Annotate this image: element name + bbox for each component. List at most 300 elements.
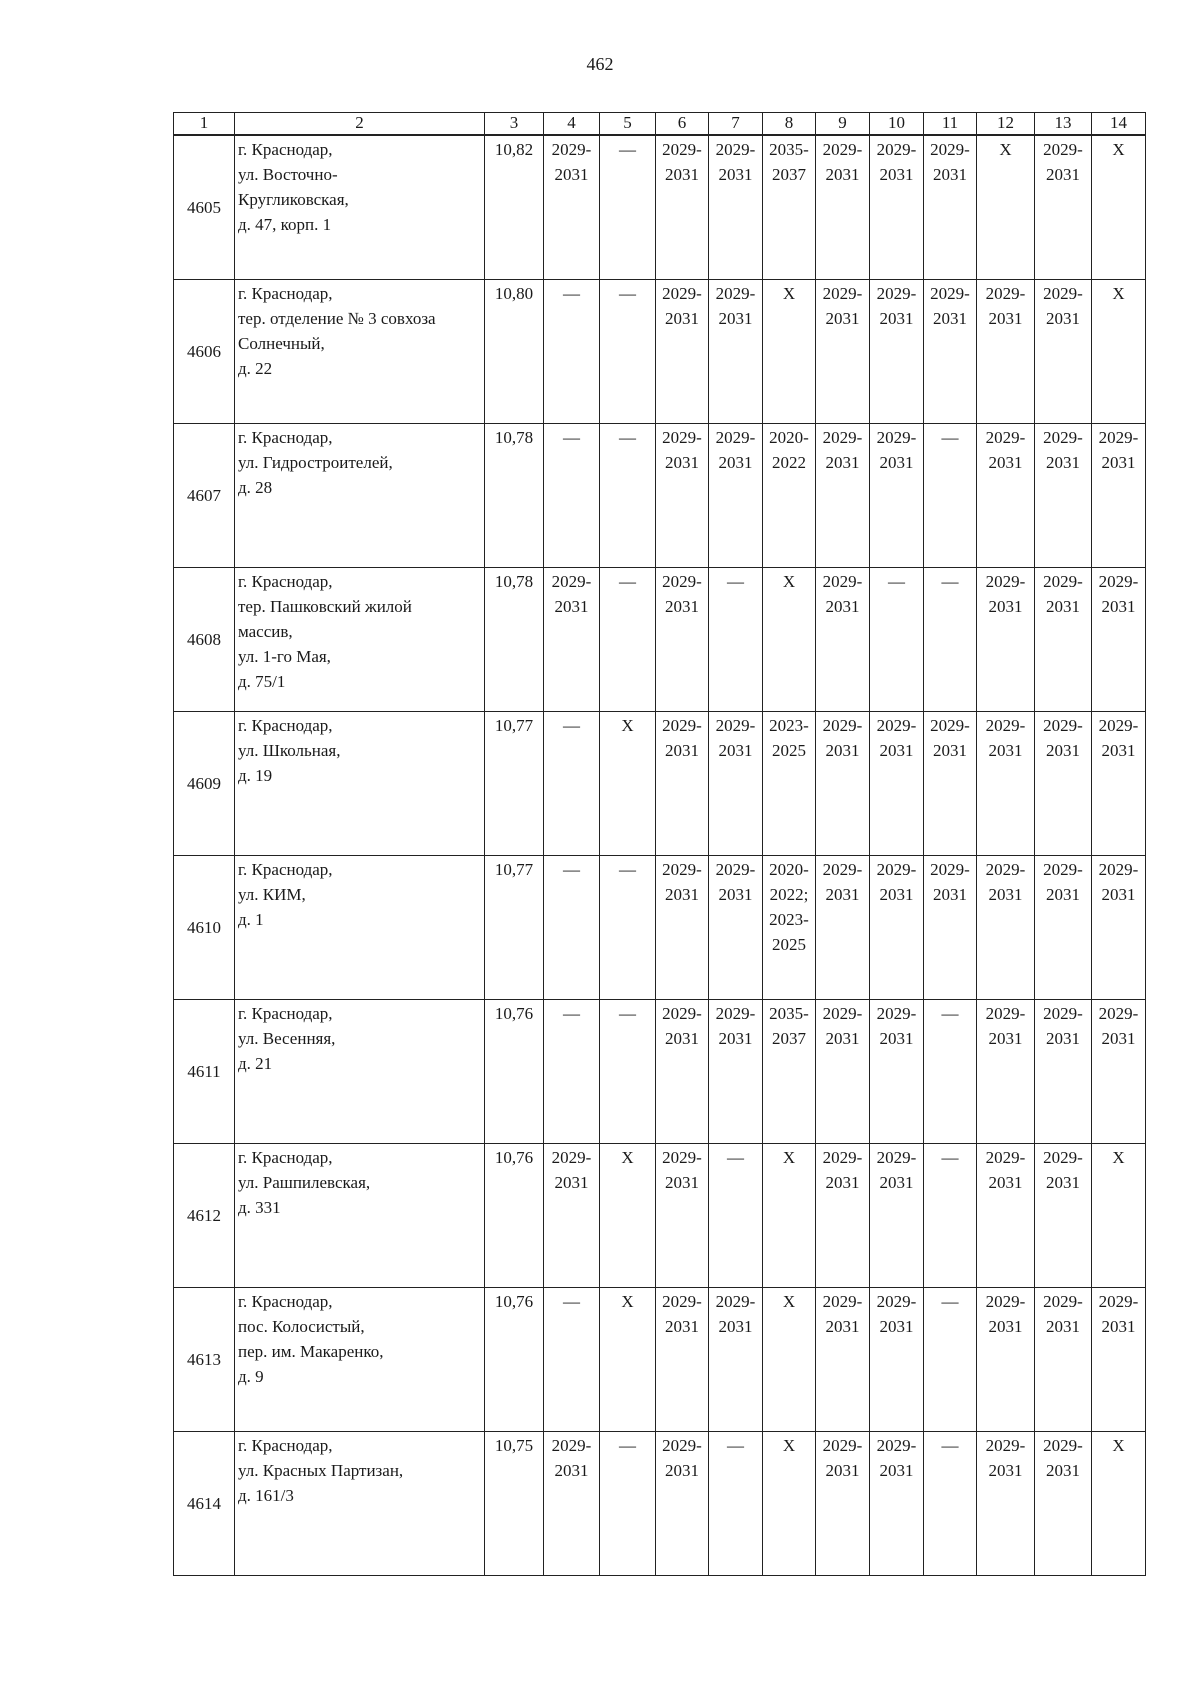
cell-value: 10,77 bbox=[494, 860, 534, 879]
value-cell-c14 bbox=[1092, 712, 1146, 856]
cell-value: — bbox=[941, 1436, 959, 1455]
column-header: 3 bbox=[485, 113, 544, 136]
value-cell-c8 bbox=[763, 424, 816, 568]
value-cell-c4 bbox=[544, 280, 600, 424]
value-cell-c12 bbox=[977, 1144, 1035, 1288]
cell-value: — bbox=[563, 428, 580, 447]
cell-value: 10,82 bbox=[494, 140, 534, 159]
cell-value: 2029- bbox=[662, 284, 702, 303]
cell-value: 2029- bbox=[985, 428, 1026, 447]
cell-value: 2029- bbox=[876, 428, 917, 447]
cell-value: 2031 bbox=[988, 1317, 1023, 1336]
cell-value: — bbox=[563, 860, 580, 879]
cell-value: 2029- bbox=[1043, 1292, 1083, 1311]
registry-table bbox=[173, 112, 1146, 1576]
cell-value: 2031 bbox=[933, 885, 967, 904]
value-cell-c5 bbox=[600, 1288, 656, 1432]
value-cell-c5 bbox=[600, 568, 656, 712]
address-line: д. 9 bbox=[238, 1367, 264, 1386]
cell-value: 2029- bbox=[715, 1292, 756, 1311]
value-cell-c10 bbox=[870, 1288, 924, 1432]
value-cell-c6 bbox=[656, 1432, 709, 1576]
value-cell-c3 bbox=[485, 1000, 544, 1144]
cell-value: 2029- bbox=[662, 860, 702, 879]
value-cell-c13 bbox=[1035, 568, 1092, 712]
cell-value: 2031 bbox=[988, 597, 1023, 616]
cell-value: 2031 bbox=[718, 453, 753, 472]
cell-value: — bbox=[619, 284, 636, 303]
value-cell-c3 bbox=[485, 1144, 544, 1288]
address-line: тер. Пашковский жилой bbox=[238, 597, 412, 616]
table-row bbox=[174, 1000, 1146, 1144]
cell-value: 2031 bbox=[825, 1317, 860, 1336]
value-cell-c14 bbox=[1092, 1432, 1146, 1576]
value-cell-c11 bbox=[924, 424, 977, 568]
cell-value: 2029- bbox=[551, 1436, 592, 1455]
address-line: д. 19 bbox=[238, 766, 273, 785]
cell-value: 2029- bbox=[662, 1148, 702, 1167]
cell-value: — bbox=[563, 284, 580, 303]
table-row bbox=[174, 135, 1146, 280]
cell-value: 2029- bbox=[715, 1004, 756, 1023]
cell-value: Х bbox=[999, 140, 1012, 159]
cell-value: 2029- bbox=[1098, 428, 1139, 447]
value-cell-c3 bbox=[485, 280, 544, 424]
table-row bbox=[174, 568, 1146, 712]
address-line: Кругликовская, bbox=[238, 190, 349, 209]
column-header: 4 bbox=[544, 113, 600, 136]
address-line: г. Краснодар, bbox=[238, 1004, 333, 1023]
cell-value: 2031 bbox=[1101, 1029, 1136, 1048]
cell-value: — bbox=[619, 860, 636, 879]
value-cell-c3 bbox=[485, 424, 544, 568]
value-cell-c9 bbox=[816, 568, 870, 712]
cell-value: 2029- bbox=[930, 716, 970, 735]
cell-value: 2029- bbox=[985, 1148, 1026, 1167]
value-cell-c3 bbox=[485, 712, 544, 856]
table-row bbox=[174, 712, 1146, 856]
value-cell-c9 bbox=[816, 135, 870, 280]
cell-value: 2031 bbox=[825, 309, 860, 328]
column-header: 11 bbox=[924, 113, 977, 136]
cell-value: 2029- bbox=[985, 1436, 1026, 1455]
value-cell-c6 bbox=[656, 568, 709, 712]
cell-value: 2031 bbox=[988, 1173, 1023, 1192]
cell-value: 2031 bbox=[879, 1317, 914, 1336]
value-cell-c11 bbox=[924, 1144, 977, 1288]
cell-value: 2031 bbox=[1046, 1173, 1080, 1192]
address-line: массив, bbox=[238, 622, 293, 641]
value-cell-c7 bbox=[709, 568, 763, 712]
column-header: 9 bbox=[816, 113, 870, 136]
value-cell-c7 bbox=[709, 280, 763, 424]
cell-value: 2029- bbox=[822, 572, 863, 591]
value-cell-c3 bbox=[485, 856, 544, 1000]
value-cell-c5 bbox=[600, 1144, 656, 1288]
cell-value: Х bbox=[1112, 284, 1125, 303]
value-cell-c8 bbox=[763, 1000, 816, 1144]
cell-value: 2031 bbox=[1046, 1317, 1080, 1336]
value-cell-c3 bbox=[485, 135, 544, 280]
address-line: пер. им. Макаренко, bbox=[238, 1342, 384, 1361]
cell-value: Х bbox=[621, 1148, 634, 1167]
cell-value: 2031 bbox=[879, 741, 914, 760]
value-cell-c12 bbox=[977, 424, 1035, 568]
value-cell-c14 bbox=[1092, 1288, 1146, 1432]
cell-value: 2029- bbox=[662, 428, 702, 447]
table-row bbox=[174, 1144, 1146, 1288]
cell-value: 2031 bbox=[933, 165, 967, 184]
cell-value: 2031 bbox=[988, 1029, 1023, 1048]
column-header: 13 bbox=[1035, 113, 1092, 136]
address-line: ул. Гидростроителей, bbox=[238, 453, 393, 472]
cell-value: 2031 bbox=[665, 741, 699, 760]
address-line: ул. КИМ, bbox=[238, 885, 306, 904]
cell-value: 2031 bbox=[665, 309, 699, 328]
value-cell-c14 bbox=[1092, 280, 1146, 424]
address-cell bbox=[235, 1144, 485, 1288]
value-cell-c5 bbox=[600, 856, 656, 1000]
cell-value: — bbox=[619, 1004, 636, 1023]
cell-value: 2031 bbox=[988, 885, 1023, 904]
address-line: ул. Восточно- bbox=[238, 165, 338, 184]
value-cell-c11 bbox=[924, 1432, 977, 1576]
value-cell-c4 bbox=[544, 1432, 600, 1576]
cell-value: — bbox=[619, 428, 636, 447]
value-cell-c11 bbox=[924, 856, 977, 1000]
cell-value: 2029- bbox=[822, 860, 863, 879]
value-cell-c8 bbox=[763, 1288, 816, 1432]
value-cell-c6 bbox=[656, 856, 709, 1000]
cell-value: 2029- bbox=[1098, 716, 1139, 735]
value-cell-c6 bbox=[656, 1288, 709, 1432]
value-cell-c14 bbox=[1092, 424, 1146, 568]
cell-value: 2029- bbox=[662, 716, 702, 735]
address-cell bbox=[235, 1432, 485, 1576]
column-header: 6 bbox=[656, 113, 709, 136]
cell-value: Х bbox=[782, 572, 796, 591]
value-cell-c13 bbox=[1035, 280, 1092, 424]
cell-value: Х bbox=[621, 716, 634, 735]
cell-value: — bbox=[563, 1004, 580, 1023]
cell-value: 2025 bbox=[772, 741, 806, 760]
value-cell-c9 bbox=[816, 1000, 870, 1144]
address-line: ул. Рашпилевская, bbox=[238, 1173, 371, 1192]
cell-value: 2029- bbox=[1098, 1292, 1139, 1311]
column-header: 8 bbox=[763, 113, 816, 136]
address-line: г. Краснодар, bbox=[238, 428, 333, 447]
cell-value: 2029- bbox=[876, 716, 917, 735]
cell-value: — bbox=[563, 716, 580, 735]
cell-value: — bbox=[941, 1292, 959, 1311]
cell-value: 2020- bbox=[769, 428, 809, 447]
cell-value: 10,76 bbox=[494, 1292, 534, 1311]
cell-value: 2029- bbox=[715, 716, 756, 735]
cell-value: 2029- bbox=[662, 1292, 702, 1311]
column-header: 5 bbox=[600, 113, 656, 136]
cell-value: 2031 bbox=[718, 309, 753, 328]
column-header: 2 bbox=[235, 113, 485, 136]
value-cell-c11 bbox=[924, 712, 977, 856]
address-line: г. Краснодар, bbox=[238, 860, 333, 879]
value-cell-c5 bbox=[600, 280, 656, 424]
row-number: 4608 bbox=[174, 568, 235, 712]
cell-value: 2031 bbox=[1101, 453, 1136, 472]
value-cell-c5 bbox=[600, 1432, 656, 1576]
cell-value: Х bbox=[782, 1436, 796, 1455]
value-cell-c6 bbox=[656, 712, 709, 856]
address-cell bbox=[235, 568, 485, 712]
cell-value: 2029- bbox=[715, 428, 756, 447]
cell-value: 2031 bbox=[1046, 885, 1080, 904]
cell-value: 2029- bbox=[1043, 716, 1083, 735]
value-cell-c13 bbox=[1035, 1432, 1092, 1576]
cell-value: 2031 bbox=[825, 1173, 860, 1192]
value-cell-c7 bbox=[709, 1432, 763, 1576]
address-line: г. Краснодар, bbox=[238, 1148, 333, 1167]
cell-value: 2031 bbox=[1046, 165, 1080, 184]
address-line: д. 331 bbox=[238, 1198, 281, 1217]
value-cell-c12 bbox=[977, 856, 1035, 1000]
cell-value: Х bbox=[782, 1292, 796, 1311]
address-cell bbox=[235, 280, 485, 424]
cell-value: 10,75 bbox=[494, 1436, 534, 1455]
value-cell-c5 bbox=[600, 135, 656, 280]
cell-value: 2029- bbox=[1043, 428, 1083, 447]
value-cell-c6 bbox=[656, 135, 709, 280]
cell-value: 2037 bbox=[772, 1029, 806, 1048]
value-cell-c5 bbox=[600, 424, 656, 568]
cell-value: Х bbox=[782, 284, 796, 303]
value-cell-c7 bbox=[709, 135, 763, 280]
cell-value: 2029- bbox=[876, 860, 917, 879]
cell-value: 10,78 bbox=[494, 428, 534, 447]
row-number: 4612 bbox=[174, 1144, 235, 1288]
value-cell-c13 bbox=[1035, 424, 1092, 568]
cell-value: — bbox=[563, 1292, 580, 1311]
row-number: 4605 bbox=[174, 135, 235, 280]
cell-value: 2029- bbox=[876, 1148, 917, 1167]
value-cell-c10 bbox=[870, 1000, 924, 1144]
value-cell-c14 bbox=[1092, 568, 1146, 712]
cell-value: Х bbox=[782, 1148, 796, 1167]
cell-value: 10,80 bbox=[494, 284, 534, 303]
cell-value: 2031 bbox=[665, 1173, 699, 1192]
value-cell-c14 bbox=[1092, 1144, 1146, 1288]
value-cell-c13 bbox=[1035, 135, 1092, 280]
cell-value: 2029- bbox=[662, 1436, 702, 1455]
cell-value: 2029- bbox=[551, 572, 592, 591]
value-cell-c8 bbox=[763, 280, 816, 424]
value-cell-c8 bbox=[763, 1432, 816, 1576]
value-cell-c10 bbox=[870, 135, 924, 280]
value-cell-c4 bbox=[544, 856, 600, 1000]
cell-value: 2029- bbox=[822, 284, 863, 303]
value-cell-c9 bbox=[816, 280, 870, 424]
value-cell-c8 bbox=[763, 135, 816, 280]
table-row bbox=[174, 1288, 1146, 1432]
address-line: ул. Школьная, bbox=[238, 741, 341, 760]
cell-value: 2031 bbox=[825, 453, 860, 472]
value-cell-c14 bbox=[1092, 1000, 1146, 1144]
cell-value: 2029- bbox=[822, 1004, 863, 1023]
cell-value: 2020- bbox=[769, 860, 809, 879]
cell-value: 2029- bbox=[930, 860, 970, 879]
value-cell-c10 bbox=[870, 712, 924, 856]
row-number: 4613 bbox=[174, 1288, 235, 1432]
value-cell-c6 bbox=[656, 424, 709, 568]
cell-value: 2031 bbox=[988, 1461, 1023, 1480]
cell-value: — bbox=[619, 140, 636, 159]
cell-value: 2031 bbox=[1101, 1317, 1136, 1336]
cell-value: 2031 bbox=[718, 165, 753, 184]
column-header: 14 bbox=[1092, 113, 1146, 136]
value-cell-c13 bbox=[1035, 1144, 1092, 1288]
cell-value: 2031 bbox=[554, 1461, 589, 1480]
value-cell-c13 bbox=[1035, 1288, 1092, 1432]
cell-value: 2037 bbox=[772, 165, 806, 184]
cell-value: — bbox=[941, 1004, 959, 1023]
value-cell-c7 bbox=[709, 1000, 763, 1144]
address-line: д. 47, корп. 1 bbox=[238, 215, 332, 234]
cell-value: 2031 bbox=[933, 741, 967, 760]
cell-value: 2023- bbox=[769, 716, 809, 735]
row-number: 4607 bbox=[174, 424, 235, 568]
value-cell-c12 bbox=[977, 1288, 1035, 1432]
cell-value: 2031 bbox=[825, 741, 860, 760]
value-cell-c3 bbox=[485, 1432, 544, 1576]
value-cell-c11 bbox=[924, 1288, 977, 1432]
cell-value: 2029- bbox=[876, 284, 917, 303]
value-cell-c12 bbox=[977, 135, 1035, 280]
table-header-row bbox=[174, 113, 1146, 136]
value-cell-c10 bbox=[870, 856, 924, 1000]
cell-value: Х bbox=[621, 1292, 634, 1311]
value-cell-c10 bbox=[870, 568, 924, 712]
cell-value: 2031 bbox=[825, 885, 860, 904]
table-row bbox=[174, 1432, 1146, 1576]
cell-value: 2022; bbox=[769, 885, 809, 904]
cell-value: 2031 bbox=[879, 1029, 914, 1048]
cell-value: 2029- bbox=[822, 1436, 863, 1455]
address-cell bbox=[235, 135, 485, 280]
address-line: г. Краснодар, bbox=[238, 1436, 333, 1455]
cell-value: 2031 bbox=[879, 885, 914, 904]
cell-value: 2031 bbox=[665, 453, 699, 472]
value-cell-c6 bbox=[656, 1000, 709, 1144]
cell-value: 2031 bbox=[554, 1173, 589, 1192]
cell-value: — bbox=[619, 572, 636, 591]
cell-value: 2025 bbox=[772, 935, 806, 954]
value-cell-c7 bbox=[709, 856, 763, 1000]
cell-value: 2029- bbox=[1098, 572, 1139, 591]
cell-value: 2031 bbox=[1046, 1029, 1080, 1048]
cell-value: 2029- bbox=[715, 284, 756, 303]
value-cell-c8 bbox=[763, 568, 816, 712]
address-line: д. 28 bbox=[238, 478, 273, 497]
row-number: 4606 bbox=[174, 280, 235, 424]
value-cell-c6 bbox=[656, 280, 709, 424]
cell-value: 10,77 bbox=[494, 716, 534, 735]
cell-value: 2029- bbox=[876, 140, 917, 159]
cell-value: 2031 bbox=[988, 741, 1023, 760]
value-cell-c4 bbox=[544, 568, 600, 712]
cell-value: 2029- bbox=[985, 572, 1026, 591]
cell-value: 2029- bbox=[551, 140, 592, 159]
address-line: г. Краснодар, bbox=[238, 572, 333, 591]
cell-value: 2029- bbox=[985, 1292, 1026, 1311]
cell-value: — bbox=[727, 1148, 744, 1167]
cell-value: 2031 bbox=[1046, 741, 1080, 760]
value-cell-c4 bbox=[544, 1000, 600, 1144]
cell-value: 2029- bbox=[551, 1148, 592, 1167]
cell-value: 2029- bbox=[985, 1004, 1026, 1023]
address-line: Солнечный, bbox=[238, 334, 325, 353]
cell-value: 2031 bbox=[825, 1461, 860, 1480]
value-cell-c12 bbox=[977, 280, 1035, 424]
cell-value: 2029- bbox=[822, 1148, 863, 1167]
table-row bbox=[174, 856, 1146, 1000]
value-cell-c12 bbox=[977, 1432, 1035, 1576]
cell-value: — bbox=[727, 572, 744, 591]
value-cell-c11 bbox=[924, 280, 977, 424]
value-cell-c9 bbox=[816, 424, 870, 568]
address-line: г. Краснодар, bbox=[238, 140, 333, 159]
cell-value: 2029- bbox=[1043, 284, 1083, 303]
cell-value: 2029- bbox=[1043, 1148, 1083, 1167]
cell-value: 2029- bbox=[662, 572, 702, 591]
address-line: д. 161/3 bbox=[238, 1486, 294, 1505]
cell-value: 2031 bbox=[665, 597, 699, 616]
value-cell-c10 bbox=[870, 280, 924, 424]
cell-value: 2029- bbox=[876, 1436, 917, 1455]
cell-value: 2031 bbox=[718, 885, 753, 904]
cell-value: 2031 bbox=[1046, 597, 1080, 616]
cell-value: 2029- bbox=[930, 140, 970, 159]
cell-value: 2031 bbox=[879, 1461, 914, 1480]
cell-value: 2029- bbox=[1043, 140, 1083, 159]
column-header: 7 bbox=[709, 113, 763, 136]
cell-value: 2029- bbox=[985, 284, 1026, 303]
page-number: 462 bbox=[586, 54, 614, 74]
address-line: г. Краснодар, bbox=[238, 1292, 333, 1311]
value-cell-c13 bbox=[1035, 712, 1092, 856]
value-cell-c3 bbox=[485, 1288, 544, 1432]
address-cell bbox=[235, 424, 485, 568]
value-cell-c7 bbox=[709, 712, 763, 856]
cell-value: 2031 bbox=[665, 1317, 699, 1336]
value-cell-c10 bbox=[870, 1144, 924, 1288]
address-cell bbox=[235, 1000, 485, 1144]
value-cell-c10 bbox=[870, 424, 924, 568]
cell-value: 2031 bbox=[665, 885, 699, 904]
value-cell-c7 bbox=[709, 424, 763, 568]
cell-value: 2031 bbox=[1046, 453, 1080, 472]
value-cell-c6 bbox=[656, 1144, 709, 1288]
value-cell-c3 bbox=[485, 568, 544, 712]
cell-value: 2031 bbox=[933, 309, 967, 328]
cell-value: — bbox=[727, 1436, 744, 1455]
cell-value: 2029- bbox=[822, 1292, 863, 1311]
table-row bbox=[174, 280, 1146, 424]
cell-value: 2029- bbox=[662, 140, 702, 159]
cell-value: 2029- bbox=[1043, 860, 1083, 879]
cell-value: 2031 bbox=[988, 309, 1023, 328]
row-number: 4614 bbox=[174, 1432, 235, 1576]
value-cell-c4 bbox=[544, 712, 600, 856]
cell-value: 2029- bbox=[1043, 572, 1083, 591]
cell-value: 2035- bbox=[769, 140, 809, 159]
